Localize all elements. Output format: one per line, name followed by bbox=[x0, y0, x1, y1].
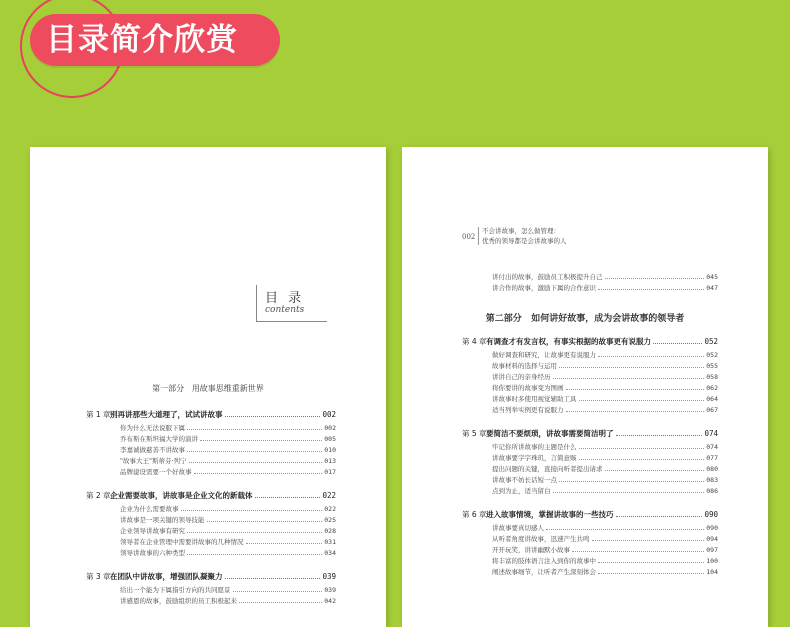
section-entry bbox=[120, 445, 336, 454]
section-entry bbox=[120, 504, 336, 513]
leader-dots bbox=[579, 455, 705, 460]
section-entry bbox=[120, 423, 336, 432]
part-title: 如何讲好故事，成为会讲故事的领导者 bbox=[531, 314, 685, 324]
section-entry bbox=[492, 534, 718, 543]
page-number: 064 bbox=[706, 395, 718, 403]
page-number: 052 bbox=[704, 337, 718, 346]
section-entry bbox=[492, 383, 718, 392]
page-number: 010 bbox=[324, 446, 336, 454]
entry-title: 做好调查和研究，让故事更有说服力 bbox=[492, 351, 596, 359]
leader-dots bbox=[579, 444, 705, 449]
section-entry bbox=[492, 475, 718, 484]
entry-title: 领导讲故事的六种类型 bbox=[120, 549, 185, 557]
page-number: 047 bbox=[706, 284, 718, 292]
leader-dots bbox=[616, 430, 703, 436]
page-number: 097 bbox=[706, 546, 718, 554]
running-header-line1: 不会讲故事，怎么做管理： bbox=[482, 227, 560, 235]
leader-dots bbox=[225, 411, 321, 417]
leader-dots bbox=[566, 407, 705, 412]
leader-dots bbox=[194, 469, 323, 474]
right-book-page bbox=[402, 147, 768, 627]
entry-title: 给出一个能为下属指引方向的共同愿景 bbox=[120, 586, 231, 594]
entry-title: 开开玩笑，讲讲幽默小故事 bbox=[492, 546, 570, 554]
leader-dots bbox=[187, 550, 322, 555]
leader-dots bbox=[566, 385, 705, 390]
page-number: 045 bbox=[706, 273, 718, 281]
page-number: 013 bbox=[324, 457, 336, 465]
page-number: 080 bbox=[706, 465, 718, 473]
page-number: 042 bbox=[324, 597, 336, 605]
page-number: 034 bbox=[324, 549, 336, 557]
leader-dots bbox=[200, 436, 322, 441]
section-entry bbox=[492, 545, 718, 554]
header-divider bbox=[478, 227, 479, 245]
leader-dots bbox=[598, 352, 704, 357]
section-entry bbox=[120, 585, 336, 594]
entry-title: 将你要讲的故事变为图画 bbox=[492, 384, 564, 392]
page-number: 074 bbox=[704, 429, 718, 438]
page-number: 025 bbox=[324, 516, 336, 524]
entry-title: 讲讲自己的亲身经历 bbox=[492, 373, 551, 381]
section-entry bbox=[120, 548, 336, 557]
page-number: 067 bbox=[706, 406, 718, 414]
section-entry bbox=[120, 526, 336, 535]
entry-title: 企业需要故事，讲故事是企业文化的新载体 bbox=[110, 491, 253, 500]
section-entry bbox=[120, 456, 336, 465]
page-number: 022 bbox=[324, 505, 336, 513]
chapter-number: 第 5 章 bbox=[462, 429, 487, 438]
page-number: 094 bbox=[706, 535, 718, 543]
entry-title: 牢记你所讲故事的主题是什么 bbox=[492, 443, 577, 451]
leader-dots bbox=[181, 506, 323, 511]
chapter-entry bbox=[462, 428, 718, 439]
leader-dots bbox=[579, 396, 705, 401]
section-entry bbox=[492, 361, 718, 370]
leader-dots bbox=[553, 488, 705, 493]
section-entry bbox=[492, 283, 718, 292]
leader-dots bbox=[598, 558, 704, 563]
section-entry bbox=[120, 467, 336, 476]
entry-title: 阐述故事细节，让听者产生深刻体会 bbox=[492, 568, 596, 576]
entry-title: 点到为止，适当留白 bbox=[492, 487, 551, 495]
section-entry bbox=[120, 596, 336, 605]
toc-subtitle: contents bbox=[265, 305, 305, 315]
section-entry bbox=[492, 556, 718, 565]
entry-title: 提出问题的关键，直接向听者提出请求 bbox=[492, 465, 603, 473]
part-label: 第二部分 bbox=[485, 314, 522, 324]
section-entry bbox=[492, 523, 718, 532]
leader-dots bbox=[187, 425, 322, 430]
entry-title: 讲付出的故事，鼓励员工积极提升自己 bbox=[492, 273, 603, 281]
page-number: 002 bbox=[324, 424, 336, 432]
page-number: 002 bbox=[322, 410, 336, 419]
page-number: 052 bbox=[706, 351, 718, 359]
section-entry bbox=[492, 464, 718, 473]
part-label: 第一部分 bbox=[152, 384, 185, 393]
leader-dots bbox=[187, 528, 322, 533]
leader-dots bbox=[207, 517, 323, 522]
leader-dots bbox=[616, 511, 703, 517]
section-entry bbox=[492, 405, 718, 414]
page-number: 086 bbox=[706, 487, 718, 495]
leader-dots bbox=[553, 374, 705, 379]
entry-title: 从听者角度讲故事，迅速产生共鸣 bbox=[492, 535, 590, 543]
leader-dots bbox=[189, 458, 323, 463]
chapter-entry bbox=[86, 409, 336, 420]
chapter-number: 第 2 章 bbox=[86, 491, 111, 500]
section-entry bbox=[492, 372, 718, 381]
entry-title: 品牌建设需要一个好故事 bbox=[120, 468, 192, 476]
leader-dots bbox=[572, 547, 704, 552]
part-one-heading bbox=[30, 383, 386, 394]
chapter-number: 第 4 章 bbox=[462, 337, 487, 346]
leader-dots bbox=[546, 525, 704, 530]
entry-title: "故事大王"斯蒂芬·列宁 bbox=[120, 457, 187, 465]
entry-title: 要简洁不要烦琐，讲故事需要简洁明了 bbox=[486, 429, 614, 438]
entry-title: 讲故事不妨长话短一点 bbox=[492, 476, 557, 484]
entry-title: 讲故事时多使用视觉辅助工具 bbox=[492, 395, 577, 403]
page-number: 100 bbox=[706, 557, 718, 565]
entry-title: 将丰富的肢体语言注入到你的故事中 bbox=[492, 557, 596, 565]
entry-title: 企业为什么需要故事 bbox=[120, 505, 179, 513]
section-entry bbox=[492, 486, 718, 495]
running-header-line2: 优秀的领导都是会讲故事的人 bbox=[482, 237, 567, 245]
leader-dots bbox=[559, 477, 704, 482]
running-header-page: 002 bbox=[462, 233, 476, 241]
entry-title: 企业领导讲故事有研究 bbox=[120, 527, 185, 535]
entry-title: 讲故事要真切感人 bbox=[492, 524, 544, 532]
chapter-number: 第 6 章 bbox=[462, 510, 487, 519]
entry-title: 有调查才有发言权，有事实根据的故事更有说服力 bbox=[486, 337, 651, 346]
page-number: 039 bbox=[324, 586, 336, 594]
leader-dots bbox=[233, 587, 323, 592]
entry-title: 你为什么无法说服下属 bbox=[120, 424, 185, 432]
page-number: 077 bbox=[706, 454, 718, 462]
page-number: 031 bbox=[324, 538, 336, 546]
leader-dots bbox=[225, 573, 321, 579]
page-number: 039 bbox=[322, 572, 336, 581]
page-number: 062 bbox=[706, 384, 718, 392]
entry-title: 在团队中讲故事，增强团队凝聚力 bbox=[110, 572, 223, 581]
chapter-entry bbox=[86, 490, 336, 501]
leader-dots bbox=[246, 539, 323, 544]
section-entry bbox=[120, 515, 336, 524]
banner-title: 目录简介欣赏 bbox=[46, 22, 238, 58]
section-entry bbox=[492, 442, 718, 451]
section-entry bbox=[120, 537, 336, 546]
chapter-number: 第 3 章 bbox=[86, 572, 111, 581]
section-entry bbox=[492, 394, 718, 403]
chapter-entry bbox=[462, 336, 718, 347]
entry-title: 领导者在企业管理中需要讲故事的几种情况 bbox=[120, 538, 244, 546]
section-entry bbox=[492, 350, 718, 359]
leader-dots bbox=[653, 338, 702, 344]
entry-title: 讲合作的故事，激励下属的合作意识 bbox=[492, 284, 596, 292]
part-two-heading bbox=[402, 311, 768, 324]
part-title: 用故事思维重新世界 bbox=[191, 384, 264, 393]
page-number: 090 bbox=[704, 510, 718, 519]
leader-dots bbox=[255, 492, 321, 498]
page-number: 005 bbox=[324, 435, 336, 443]
leader-dots bbox=[559, 363, 704, 368]
section-entry bbox=[492, 567, 718, 576]
page-number: 058 bbox=[706, 373, 718, 381]
leader-dots bbox=[598, 569, 704, 574]
entry-title: 讲故事要字字珠玑，言简意赅 bbox=[492, 454, 577, 462]
chapter-number: 第 1 章 bbox=[86, 410, 111, 419]
page-number: 074 bbox=[706, 443, 718, 451]
page-number: 028 bbox=[324, 527, 336, 535]
leader-dots bbox=[592, 536, 705, 541]
page-number: 083 bbox=[706, 476, 718, 484]
entry-title: 李嘉诚做慈善不讲故事 bbox=[120, 446, 185, 454]
entry-title: 别再讲那些大道理了，试试讲故事 bbox=[110, 410, 223, 419]
section-entry bbox=[492, 453, 718, 462]
left-book-page bbox=[30, 147, 386, 627]
entry-title: 乔布斯在斯坦福大学的演讲 bbox=[120, 435, 198, 443]
page-number: 104 bbox=[706, 568, 718, 576]
entry-title: 讲感恩的故事，鼓励组织的员工积极起来 bbox=[120, 597, 237, 605]
entry-title: 讲故事是一项关键的领导技能 bbox=[120, 516, 205, 524]
page-number: 022 bbox=[322, 491, 336, 500]
leader-dots bbox=[605, 274, 705, 279]
section-entry bbox=[120, 434, 336, 443]
toc-title: 目 录 bbox=[265, 291, 305, 306]
page-number: 090 bbox=[706, 524, 718, 532]
leader-dots bbox=[598, 285, 704, 290]
leader-dots bbox=[605, 466, 705, 471]
leader-dots bbox=[187, 447, 322, 452]
chapter-entry bbox=[86, 571, 336, 582]
chapter-entry bbox=[462, 509, 718, 520]
toc-heading bbox=[256, 285, 327, 322]
leader-dots bbox=[239, 598, 322, 603]
section-entry bbox=[492, 272, 718, 281]
entry-title: 适当列举实例更有说服力 bbox=[492, 406, 564, 414]
entry-title: 进入故事情境，掌握讲故事的一些技巧 bbox=[486, 510, 614, 519]
entry-title: 故事材料的选择与运用 bbox=[492, 362, 557, 370]
page-number: 017 bbox=[324, 468, 336, 476]
page-number: 055 bbox=[706, 362, 718, 370]
